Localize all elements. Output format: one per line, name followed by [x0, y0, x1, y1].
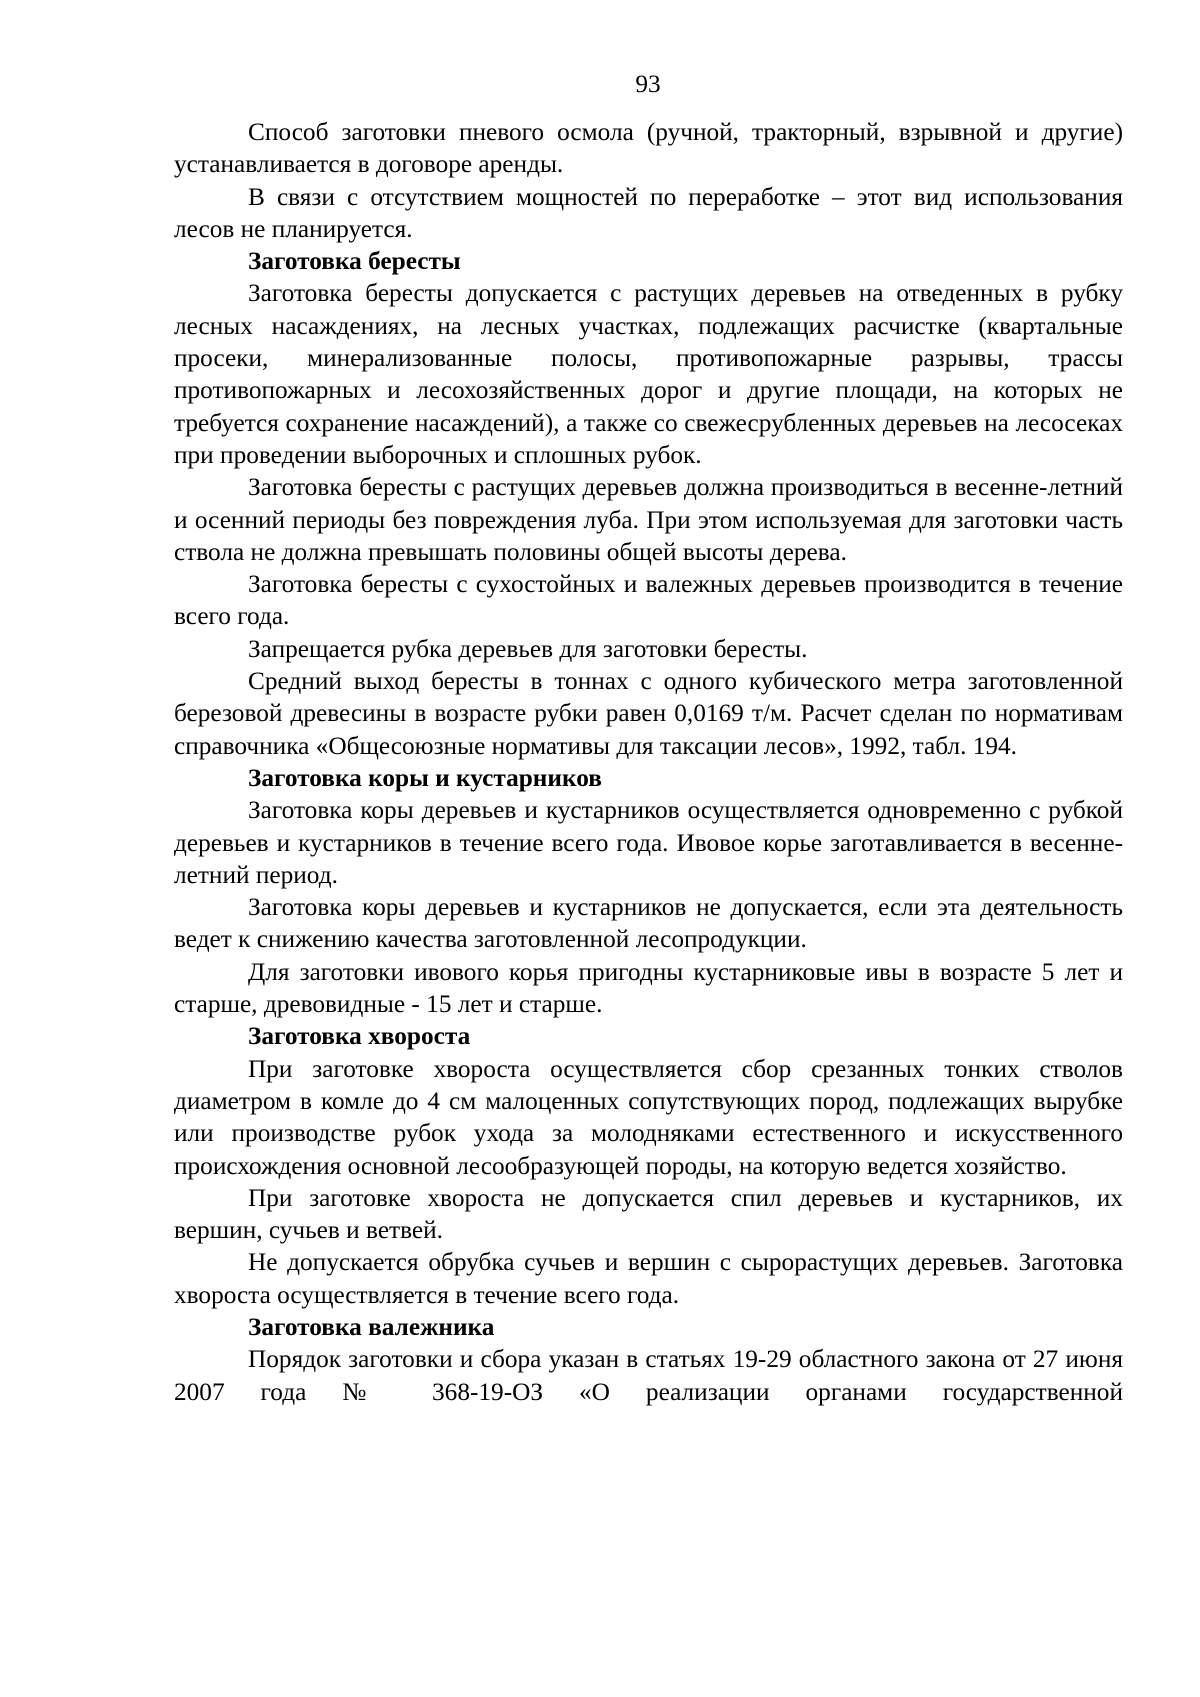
paragraph: Средний выход бересты в тоннах с одного кубического метра заготовленной березовой древесины в возрасте рубки равен 0,0169 т/м. Расчет сделан по нормативам справочника «Общесоюзные нормативы для таксации лесов», 1992, табл. 194. — [174, 667, 1123, 760]
section-heading: Заготовка коры и кустарников — [248, 763, 602, 792]
paragraph: Заготовка бересты с растущих деревьев должна производиться в весенне-летний и осенний периоды без повреждения луба. При этом используемая для заготовки часть ствола не должна превышать половины общей высоты дерева. — [174, 473, 1123, 566]
section-heading: Заготовка хвороста — [248, 1022, 471, 1051]
paragraph: Заготовка коры деревьев и кустарников осуществляется одновременно с рубкой деревьев и кустарников в течение всего года. Ивовое корье заготавливается в весенне-летний период. — [174, 796, 1123, 889]
section-heading: Заготовка валежника — [248, 1312, 495, 1341]
section-heading: Заготовка бересты — [248, 247, 461, 276]
paragraph: Для заготовки ивового корья пригодны кустарниковые ивы в возрасте 5 лет и старше, древовидные - 15 лет и старше. — [174, 957, 1123, 1019]
page-number: 93 — [635, 70, 661, 98]
paragraph: Заготовка бересты допускается с растущих деревьев на отведенных в рубку лесных насаждениях, на лесных участках, подлежащих расчистке (квартальные просеки, минерализованные полосы, противопожарные разрывы, трассы противопожарных и лесохозяйственных дорог и другие площади, на которых не требуется сохранение насаждений), а также со свежесрубленных деревьев на лесосеках при проведении выборочных и сплошных рубок. — [174, 279, 1123, 469]
paragraph: Способ заготовки пневого осмола (ручной, тракторный, взрывной и другие) устанавливается в договоре аренды. — [174, 118, 1123, 179]
paragraph: Порядок заготовки и сбора указан в статьях 19-29 областного закона от 27 июня 2007 года № 368-19-ОЗ «О реализации органами государственной — [174, 1345, 1123, 1406]
paragraph: В связи с отсутствием мощностей по переработке – этот вид использования лесов не планируется. — [174, 182, 1123, 243]
paragraph: Заготовка бересты с сухостойных и валежных деревьев производится в течение всего года. — [174, 570, 1123, 631]
document-body — [174, 116, 1123, 1408]
paragraph: При заготовке хвороста не допускается спил деревьев и кустарников, их вершин, сучьев и ветвей. — [174, 1183, 1123, 1245]
paragraph: Запрещается рубка деревьев для заготовки бересты. — [248, 634, 808, 663]
paragraph: Заготовка коры деревьев и кустарников не допускается, если эта деятельность ведет к снижению качества заготовленной лесопродукции. — [174, 893, 1123, 954]
paragraph: Не допускается обрубка сучьев и вершин с сырорастущих деревьев. Заготовка хвороста осуществляется в течение всего года. — [174, 1248, 1123, 1309]
paragraph: При заготовке хвороста осуществляется сбор срезанных тонких стволов диаметром в комле до 4 см малоценных сопутствующих пород, подлежащих вырубке или производстве рубок ухода за молодняками естественного и искусственного происхождения основной лесообразующей породы, на которую ведется хозяйство. — [174, 1054, 1123, 1180]
